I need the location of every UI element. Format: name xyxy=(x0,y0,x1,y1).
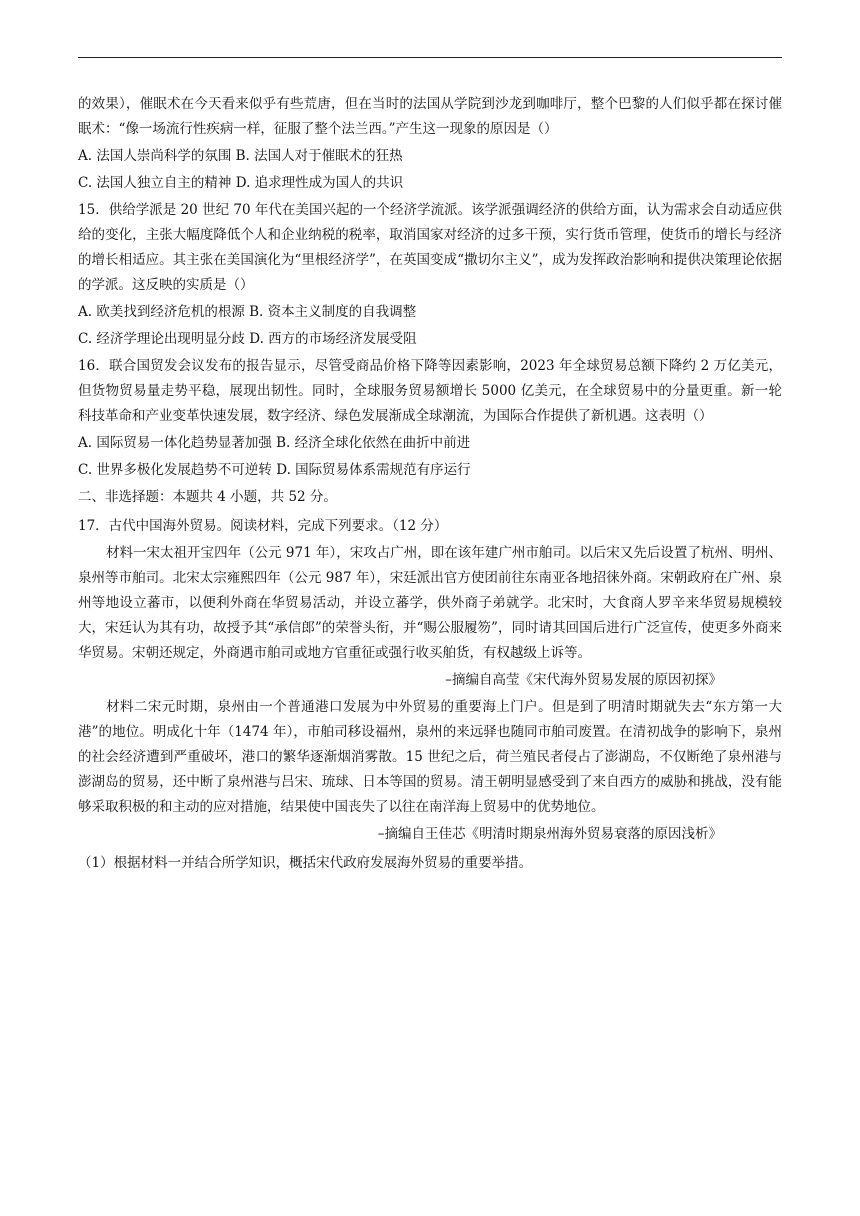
q17-stem: 17．古代中国海外贸易。阅读材料，完成下列要求。（12 分） xyxy=(78,518,448,534)
q16-stem: 16．联合国贸发会议发布的报告显示，尽管受商品价格下降等因素影响，2023 年全球贸易总额下降约 2 万亿美元，但货物贸易量走势平稳，展现出韧性。同时，全球服务贸易额增长 5000 亿美元，在全球贸易中的分量更重。新一轮科技革命和产业变革快速发展，数字经济、绿色发展渐成全球潮流，为国际合作提供了新机遇。这表明（） xyxy=(78,358,782,424)
header-rule xyxy=(78,57,782,58)
q17-source2: –摘编自王佳芯《明清时期泉州海外贸易衰落的原因浅析》 xyxy=(377,826,722,842)
q15-stem: 15．供给学派是 20 世纪 70 年代在美国兴起的一个经济学流派。该学派强调经济的供给方面，认为需求会自动适应供给的变化，主张大幅度降低个人和企业纳税的税率，取消国家对经济的过多干预，实行货币管理，使货币的增长与经济的增长相适应。其主张在美国演化为“里根经济学”，在英国变成“撒切尔主义”，成为发挥政治影响和提供决策理论依据的学派。这反映的实质是（） xyxy=(78,202,782,293)
q14-continuation: 的效果），催眠术在今天看来似乎有些荒唐，但在当时的法国从学院到沙龙到咖啡厅，整个巴黎的人们似乎都在探讨催眠术：“像一场流行性疾病一样，征服了整个法兰西。”产生这一现象的原因是（） xyxy=(78,96,782,137)
q16-options-ab: A. 国际贸易一体化趋势显著加强 B. 经济全球化依然在曲折中前进 xyxy=(78,435,471,451)
section2-heading: 二、非选择题：本题共 4 小题，共 52 分。 xyxy=(78,489,337,505)
q14-options-cd: C. 法国人独立自主的精神 D. 追求理性成为国人的共识 xyxy=(78,175,404,191)
q14-options-ab: A. 法国人崇尚科学的氛围 B. 法国人对于催眠术的狂热 xyxy=(78,148,403,164)
q17-source1: –摘编自高莹《宋代海外贸易发展的原因初探》 xyxy=(445,672,722,688)
q16-options-cd: C. 世界多极化发展趋势不可逆转 D. 国际贸易体系需规范有序运行 xyxy=(78,462,471,478)
q17-sub1: （1）根据材料一并结合所学知识，概括宋代政府发展海外贸易的重要举措。 xyxy=(78,855,533,871)
q17-material1: 材料一宋太祖开宝四年（公元 971 年），宋攻占广州，即在该年建广州市舶司。以后宋又先后设置了杭州、明州、泉州等市舶司。北宋太宗雍熙四年（公元 987 年），宋廷派出官方使团前往东南亚各地招徕外商。宋朝政府在广州、泉州等地设立蕃市，以便利外商在华贸易活动，并设立蕃学，供外商子弟就学。北宋时，大食商人罗辛来华贸易规模较大，宋廷认为其有功，故授予其“承信郎”的荣誉头衔，并“赐公服履笏”，同时请其回国后进行广泛宣传，使更多外商来华贸易。宋朝还规定，外商遇市舶司或地方官重征或强行收买舶货，有权越级上诉等。 xyxy=(78,545,782,661)
q15-options-cd: C. 经济学理论出现明显分歧 D. 西方的市场经济发展受阻 xyxy=(78,331,417,347)
q15-options-ab: A. 欧美找到经济危机的根源 B. 资本主义制度的自我调整 xyxy=(78,304,417,320)
q17-material2: 材料二宋元时期，泉州由一个普通港口发展为中外贸易的重要海上门户。但是到了明清时期就失去“东方第一大港”的地位。明成化十年（1474 年），市舶司移设福州，泉州的来远驿也随同市舶司废置。在清初战争的影响下，泉州的社会经济遭到严重破坏，港口的繁华逐渐烟消雾散。15 世纪之后，荷兰殖民者侵占了澎湖岛，不仅断绝了泉州港与澎湖岛的贸易，还中断了泉州港与吕宋、琉球、日本等国的贸易。清王朝明显感受到了来自西方的威胁和挑战，没有能够采取积极的和主动的应对措施，结果使中国丧失了以往在南洋海上贸易中的优势地位。 xyxy=(78,699,782,815)
page-body xyxy=(78,92,782,876)
